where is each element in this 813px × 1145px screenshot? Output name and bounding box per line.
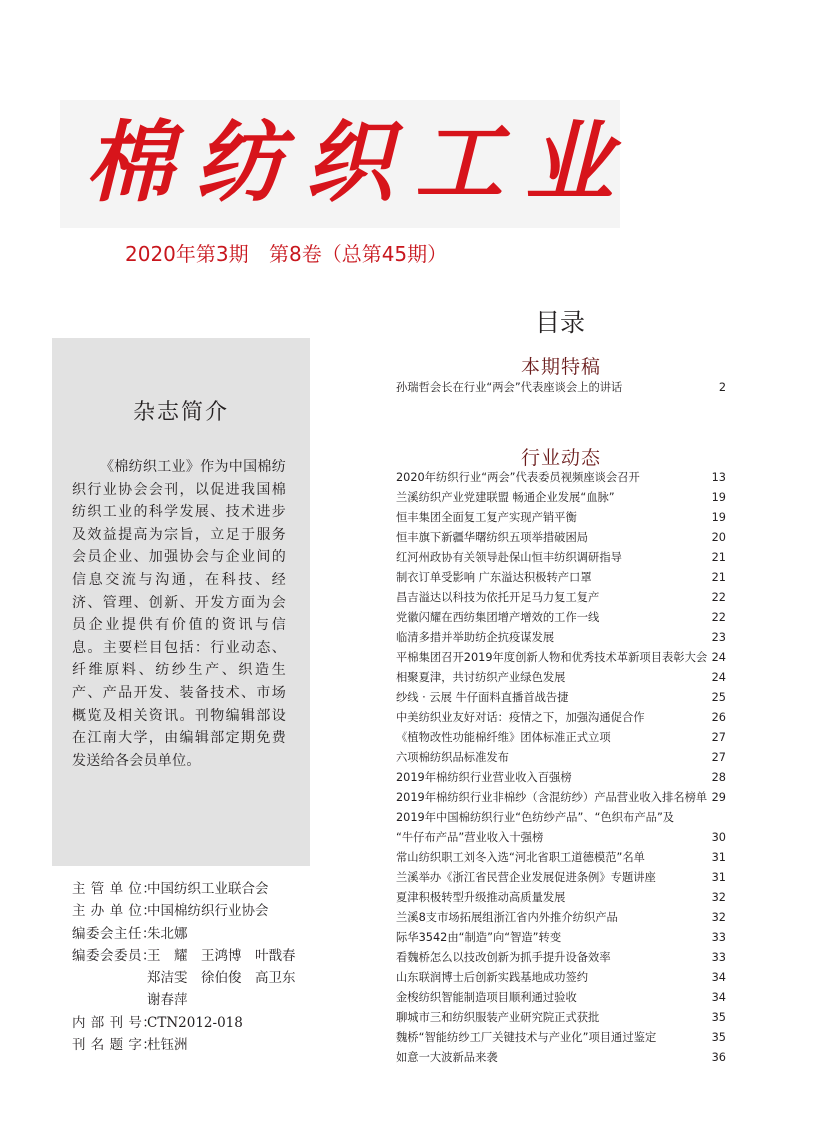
toc-entry[interactable]: [396, 868, 726, 888]
toc-entry[interactable]: [396, 608, 726, 628]
toc-entry[interactable]: [396, 568, 726, 588]
toc-entry-page: 19: [711, 491, 726, 504]
credit-value: 王 耀 王鸿博 叶戬春 郑洁雯 徐伯俊 高卫东 谢春萍: [147, 947, 309, 1009]
toc-entry-title: 临清多措并举助纺企抗疫谋发展: [396, 631, 555, 644]
toc-entry-title: 纱线 · 云展 牛仔面料直播首战告捷: [396, 691, 569, 704]
toc-entry-title: 看魏桥怎么以技改创新为抓手提升设备效率: [396, 951, 611, 964]
toc-entry-page: 35: [711, 1031, 726, 1044]
issue-volume: 第8卷（总第45期）: [268, 242, 448, 266]
toc-entry-title: 2019年棉纺织行业营业收入百强榜: [396, 771, 572, 784]
credit-row: [72, 878, 322, 900]
toc-entry-title: 平棉集团召开2019年度创新人物和优秀技术革新项目表彰大会: [396, 651, 708, 664]
toc-entry-page: 29: [711, 791, 726, 804]
issue-info: [125, 238, 461, 267]
toc-entry[interactable]: [396, 688, 726, 708]
toc-entry-page: 28: [711, 771, 726, 784]
toc-entry[interactable]: [396, 1028, 726, 1048]
credit-row: [72, 923, 322, 945]
toc-list: [396, 468, 726, 1068]
toc-entry-page: 22: [711, 611, 726, 624]
credit-row: [72, 900, 322, 922]
credit-label: 主 管 单 位：: [72, 881, 157, 897]
credit-value: 中国棉纺织行业协会: [147, 903, 269, 920]
credit-label: 编委会主任：: [72, 925, 156, 942]
toc-entry[interactable]: [396, 708, 726, 728]
toc-entry-page: 27: [711, 751, 726, 764]
toc-entry-title: 兰溪8支市场拓展组浙江省内外推介纺织产品: [396, 911, 618, 924]
toc-entry-page: 24: [711, 671, 726, 684]
toc-entry-page: 26: [711, 711, 726, 724]
credit-value: 中国纺织工业联合会: [147, 881, 269, 897]
toc-entry[interactable]: [396, 508, 726, 528]
toc-entry-title: 夏津积极转型升级推动高质量发展: [396, 891, 566, 904]
toc-entry-page: 24: [711, 651, 726, 664]
credit-row: [72, 945, 322, 1012]
credit-row: [72, 1034, 322, 1056]
toc-entry[interactable]: [396, 728, 726, 748]
toc-entry-title: 恒丰旗下新疆华曙纺织五项举措破困局: [396, 531, 589, 544]
toc-entry[interactable]: [396, 648, 726, 668]
toc-entry-page: 22: [711, 591, 726, 604]
toc-entry[interactable]: [396, 378, 726, 398]
toc-entry[interactable]: [396, 628, 726, 648]
credit-label: 刊 名 题 字：: [72, 1037, 157, 1054]
toc-entry-page: 34: [711, 971, 726, 984]
toc-entry-title: 兰溪纺织产业党建联盟 畅通企业发展“血脉”: [396, 491, 615, 504]
toc-entry-title: 魏桥“智能纺纱工厂关键技术与产业化”项目通过鉴定: [396, 1031, 657, 1044]
magazine-title: 棉纺织工业: [85, 110, 636, 214]
toc-entry[interactable]: [396, 1048, 726, 1068]
toc-entry[interactable]: [396, 808, 726, 828]
toc-entry-title: 常山纺织职工刘冬入选“河北省职工道德模范”名单: [396, 851, 645, 864]
toc-entry[interactable]: [396, 528, 726, 548]
toc-entry[interactable]: [396, 908, 726, 928]
toc-entry-title: 2019年棉纺织行业非棉纱（含混纺纱）产品营业收入排名榜单: [396, 791, 708, 804]
toc-title: 目录: [535, 308, 586, 337]
toc-entry[interactable]: [396, 988, 726, 1008]
toc-section-title: 本期特稿: [521, 356, 602, 378]
toc-entry-page: 23: [711, 631, 726, 644]
toc-entry-page: 19: [711, 511, 726, 524]
credit-label: 主 办 单 位：: [72, 903, 157, 920]
toc-entry-title: 兰溪举办《浙江省民营企业发展促进条例》专题讲座: [396, 871, 656, 884]
toc-entry[interactable]: [396, 928, 726, 948]
toc-entry[interactable]: [396, 828, 726, 848]
toc-entry-page: 13: [711, 471, 726, 484]
toc-entry-title: 聊城市三和纺织服装产业研究院正式获批: [396, 1011, 600, 1024]
toc-entry-title: 孙瑞哲会长在行业“两会”代表座谈会上的讲话: [396, 381, 623, 394]
toc-entry-title: 际华3542由“制造”向“智造”转变: [396, 931, 562, 944]
toc-entry[interactable]: [396, 848, 726, 868]
toc-entry-title: 红河州政协有关领导赴保山恒丰纺织调研指导: [396, 551, 622, 564]
toc-entry-page: 21: [711, 571, 726, 584]
toc-entry[interactable]: [396, 948, 726, 968]
credit-row: [72, 1012, 322, 1034]
toc-entry-page: 32: [711, 891, 726, 904]
toc-entry-title: 金梭纺织智能制造项目顺利通过验收: [396, 991, 577, 1004]
toc-entry[interactable]: [396, 588, 726, 608]
toc-entry-page: 34: [711, 991, 726, 1004]
toc-entry-page: 35: [711, 1011, 726, 1024]
intro-text: 《棉纺织工业》作为中国棉纺织行业协会会刊，以促进我国棉纺织工业的科学发展、技术进步及效益提高为宗旨，立足于服务会员企业、加强协会与企业间的信息交流与沟通，在科技、经济、管理、创新、开发方面为会员企业提供有价值的资讯与信息。主要栏目包括：行业动态、纤维原料、纺纱生产、织造生产、产品开发、装备技术、市场概览及相关资讯。刊物编辑部设在江南大学，由编辑部定期免费发送给各会员单位。: [72, 459, 286, 769]
toc-entry-title: 2019年中国棉纺织行业“色纺纱产品”、“色织布产品”及: [396, 811, 675, 824]
toc-entry-page: 25: [711, 691, 726, 704]
credit-value: 朱北娜: [147, 925, 188, 942]
toc-section-title: 行业动态: [521, 447, 602, 469]
toc-entry-page: 27: [711, 731, 726, 744]
toc-entry-page: 32: [711, 911, 726, 924]
toc-entry-title: 昌吉溢达以科技为依托开足马力复工复产: [396, 591, 600, 604]
toc-entry[interactable]: [396, 548, 726, 568]
issue-year-number: 2020年第3期: [125, 242, 249, 266]
toc-entry-title: 2020年纺织行业“两会”代表委员视频座谈会召开: [396, 471, 640, 484]
toc-entry-page: 31: [711, 851, 726, 864]
toc-entry[interactable]: [396, 668, 726, 688]
masthead-credits: [72, 878, 322, 1056]
toc-entry-page: 33: [711, 951, 726, 964]
toc-entry-title: 党徽闪耀在西纺集团增产增效的工作一线: [396, 611, 600, 624]
intro-heading: 杂志简介: [132, 400, 229, 425]
toc-entry-page: 31: [711, 871, 726, 884]
toc-entry-page: 33: [711, 931, 726, 944]
toc-entry-title: 制衣订单受影响 广东溢达积极转产口罩: [396, 571, 592, 584]
toc-entry-page: 36: [711, 1051, 726, 1064]
toc-entry-title: “牛仔布产品”营业收入十强榜: [396, 831, 544, 844]
credit-value: CTN2012-018: [147, 1014, 243, 1031]
toc-entry-title: 山东联润博士后创新实践基地成功签约: [396, 971, 589, 984]
toc-entry[interactable]: [396, 968, 726, 988]
toc-entry[interactable]: [396, 748, 726, 768]
toc-entry-title: 《植物改性功能棉纤维》团体标准正式立项: [396, 731, 611, 744]
credit-value: 杜钰洲: [147, 1037, 188, 1054]
toc-entry-title: 如意一大波新品来袭: [396, 1051, 498, 1064]
toc-entry-title: 相聚夏津，共讨纺织产业绿色发展: [396, 671, 566, 684]
toc-entry[interactable]: [396, 468, 726, 488]
toc-entry-page: 21: [711, 551, 726, 564]
toc-entry[interactable]: [396, 488, 726, 508]
toc-entry[interactable]: [396, 788, 726, 808]
toc-entry[interactable]: [396, 888, 726, 908]
toc-entry-title: 恒丰集团全面复工复产实现产销平衡: [396, 511, 577, 524]
toc-entry[interactable]: [396, 1008, 726, 1028]
credit-label: 内 部 刊 号：: [72, 1014, 157, 1031]
credit-label: 编委会委员：: [72, 947, 156, 964]
toc-list: [396, 378, 726, 398]
toc-entry-page: 30: [711, 831, 726, 844]
toc-entry-title: 六项棉纺织品标准发布: [396, 751, 509, 764]
toc-entry[interactable]: [396, 768, 726, 788]
toc-entry-title: 中美纺织业友好对话：疫情之下，加强沟通促合作: [396, 711, 645, 724]
toc-entry-page: 2: [718, 381, 726, 394]
toc-entry-page: 20: [711, 531, 726, 544]
